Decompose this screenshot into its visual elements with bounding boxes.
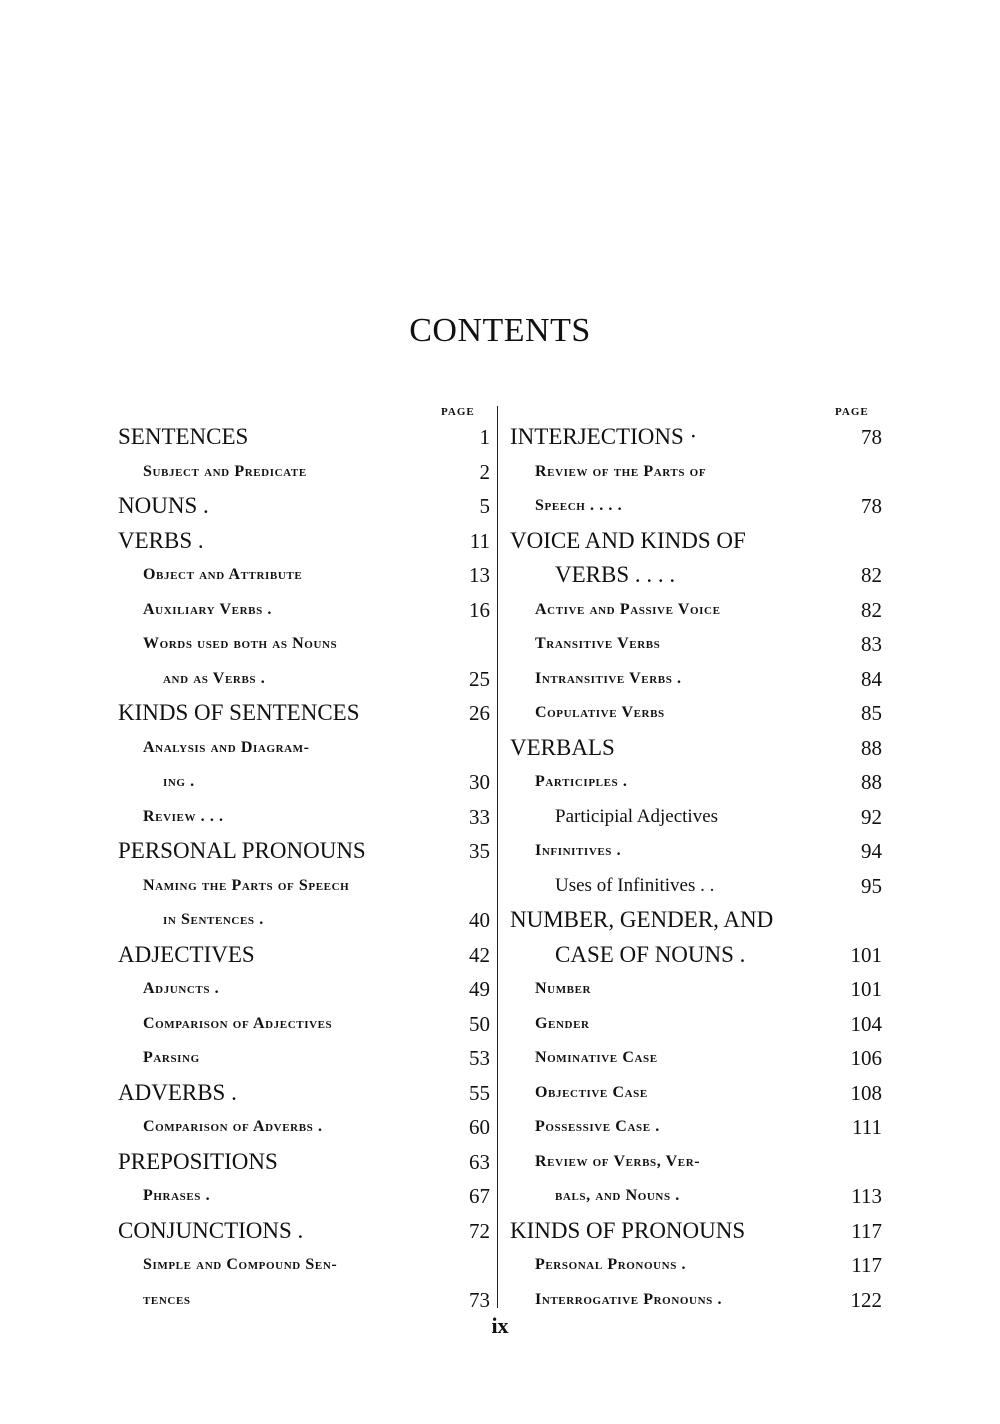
toc-entry-title: Review of Verbs, Ver-: [535, 1152, 701, 1170]
toc-entry: [510, 455, 882, 490]
toc-entry-title: PERSONAL PRONOUNS: [118, 838, 366, 863]
toc-entry: [118, 800, 490, 835]
toc-entry-title: VOICE AND KINDS OF: [510, 527, 746, 553]
toc-entry-page: 25: [469, 666, 490, 691]
toc-entry-page: 35: [469, 839, 490, 863]
toc-entry: [118, 1283, 490, 1318]
toc-entry: [118, 1179, 490, 1214]
toc-entry-page: 11: [469, 528, 490, 553]
toc-entry: [118, 524, 490, 559]
toc-entry-page: 117: [851, 1218, 882, 1243]
toc-entry-page: 55: [469, 1080, 490, 1105]
toc-entry-page: 60: [469, 1115, 490, 1139]
toc-entry: [118, 834, 490, 869]
left-page-column-header: PAGE: [441, 406, 475, 418]
toc-entry-page: 111: [852, 1115, 882, 1139]
toc-entry-title: Personal Pronouns .: [535, 1256, 687, 1273]
toc-entry-title: Possessive Case .: [535, 1118, 660, 1135]
toc-entry: [510, 903, 882, 938]
toc-entry-page: 101: [850, 977, 882, 1001]
toc-entry-title: Objective Case: [535, 1083, 648, 1101]
toc-entry-title: Comparison of Adverbs .: [143, 1118, 323, 1135]
toc-entry: [510, 1145, 882, 1180]
toc-entry-title: INTERJECTIONS ·: [510, 424, 698, 449]
page-folio: ix: [491, 1313, 509, 1338]
toc-entry-page: 84: [861, 666, 882, 691]
toc-entry-title: Comparison of Adjectives: [143, 1014, 333, 1032]
toc-entry-title: Naming the Parts of Speech: [143, 876, 350, 894]
toc-entry: [510, 1041, 882, 1076]
toc-entry-page: 78: [861, 425, 882, 449]
toc-entry: [510, 593, 882, 628]
toc-entry: [118, 1110, 490, 1145]
toc-entry-title: Review . . .: [143, 807, 224, 825]
toc-entry-page: 16: [469, 597, 490, 622]
toc-entry-title: tences: [143, 1290, 191, 1308]
toc-entry-title: Active and Passive Voice: [535, 600, 721, 618]
toc-entry-title: Participial Adjectives: [555, 805, 719, 827]
page-title: CONTENTS: [409, 312, 591, 349]
toc-entry-page: 67: [469, 1184, 490, 1208]
toc-entry: [118, 1007, 490, 1042]
toc-entry-page: 5: [479, 494, 490, 518]
toc-entry-title: Copulative Verbs: [535, 704, 665, 721]
toc-entry-page: 104: [850, 1011, 882, 1036]
toc-entry-title: Phrases .: [143, 1187, 211, 1204]
toc-entry: [118, 627, 490, 662]
toc-entry-title: Simple and Compound Sen-: [143, 1256, 338, 1273]
toc-entry-page: 30: [469, 770, 490, 794]
toc-entry: [510, 938, 882, 973]
toc-entry-title: Intransitive Verbs .: [535, 669, 682, 687]
toc-entry-title: VERBS . . . .: [555, 562, 676, 587]
toc-entry: [510, 1007, 882, 1042]
toc-entry: [510, 524, 882, 559]
toc-entry-title: Parsing: [143, 1049, 200, 1066]
toc-entry-title: Object and Attribute: [143, 566, 303, 583]
toc-entry-title: Speech . . . .: [535, 497, 623, 514]
toc-entry: [510, 834, 882, 869]
toc-entry-title: ADVERBS .: [118, 1079, 237, 1105]
toc-entry-title: Transitive Verbs: [535, 635, 661, 652]
toc-entry: [118, 696, 490, 731]
toc-entry-title: CASE OF NOUNS .: [555, 941, 746, 967]
toc-entry-title: bals, and Nouns .: [555, 1187, 680, 1204]
toc-entry: [118, 489, 490, 524]
toc-entry-page: 88: [861, 770, 882, 794]
toc-entry-title: CONJUNCTIONS .: [118, 1217, 304, 1243]
toc-entry: [118, 972, 490, 1007]
toc-entry: [510, 662, 882, 697]
toc-entry-page: 92: [861, 804, 882, 829]
toc-entry-title: SENTENCES: [118, 424, 249, 449]
toc-entry: [118, 869, 490, 904]
toc-entry: [510, 1110, 882, 1145]
toc-entry-page: 117: [851, 1253, 882, 1277]
left-toc-column: [118, 420, 490, 1317]
toc-entry-page: 40: [469, 908, 490, 932]
toc-entry: [510, 696, 882, 731]
toc-entry: [510, 1248, 882, 1283]
toc-entry-page: 88: [861, 735, 882, 760]
toc-entry-page: 13: [469, 563, 490, 587]
toc-entry-title: Infinitives .: [535, 842, 622, 859]
toc-entry-title: VERBS .: [118, 527, 204, 553]
toc-entry-title: ADJECTIVES: [118, 941, 255, 967]
toc-entry-page: 53: [469, 1046, 490, 1070]
toc-entry-title: in Sentences .: [163, 911, 264, 928]
toc-entry-title: KINDS OF SENTENCES: [118, 700, 360, 725]
toc-entry: [510, 1283, 882, 1318]
toc-entry: [510, 731, 882, 766]
toc-entry-title: VERBALS: [510, 734, 615, 760]
toc-entry-page: 101: [850, 942, 882, 967]
toc-entry: [510, 765, 882, 800]
toc-entry-title: Analysis and Diagram-: [143, 738, 310, 756]
toc-entry: [118, 1145, 490, 1180]
toc-entry-page: 78: [861, 494, 882, 518]
toc-entry: [510, 558, 882, 593]
toc-entry-page: 33: [469, 804, 490, 829]
toc-entry-page: 83: [861, 632, 882, 656]
toc-entry: [118, 903, 490, 938]
toc-entry-page: 95: [861, 873, 882, 898]
toc-entry-title: KINDS OF PRONOUNS: [510, 1217, 746, 1243]
toc-entry: [510, 1179, 882, 1214]
toc-entry-title: ing .: [163, 773, 195, 790]
toc-entry-page: 82: [861, 597, 882, 622]
toc-entry-title: Adjuncts .: [143, 980, 220, 997]
toc-entry-title: Review of the Parts of: [535, 462, 707, 480]
toc-entry-title: Subject and Predicate: [143, 462, 307, 480]
toc-entry: [118, 455, 490, 490]
right-page-column-header: PAGE: [835, 406, 869, 418]
toc-entry: [510, 420, 882, 455]
toc-entry-title: Interrogative Pronouns .: [535, 1290, 723, 1308]
column-divider: [497, 406, 498, 1308]
toc-entry-title: and as Verbs .: [163, 669, 266, 687]
toc-entry-title: NUMBER, GENDER, AND: [510, 907, 774, 932]
toc-entry-title: NOUNS .: [118, 493, 209, 518]
toc-entry: [510, 1076, 882, 1111]
toc-entry: [118, 662, 490, 697]
toc-entry-page: 106: [850, 1046, 882, 1070]
toc-entry-page: 63: [469, 1149, 490, 1174]
toc-entry: [510, 972, 882, 1007]
toc-entry-title: Nominative Case: [535, 1049, 658, 1066]
toc-entry-page: 122: [850, 1287, 882, 1312]
toc-entry: [118, 1214, 490, 1249]
toc-entry-title: Gender: [535, 1014, 590, 1032]
toc-entry-page: 49: [469, 977, 490, 1001]
toc-entry: [118, 558, 490, 593]
toc-entry-page: 26: [469, 701, 490, 725]
toc-entry-page: 85: [861, 701, 882, 725]
right-toc-column: [510, 420, 882, 1317]
toc-entry: [118, 593, 490, 628]
toc-entry-title: Auxiliary Verbs .: [143, 600, 272, 618]
toc-entry-title: Number: [535, 980, 592, 997]
toc-entry-page: 2: [479, 459, 490, 484]
toc-entry: [118, 1041, 490, 1076]
toc-entry-title: PREPOSITIONS: [118, 1148, 278, 1174]
toc-entry: [510, 869, 882, 904]
toc-entry-page: 108: [850, 1080, 882, 1105]
toc-entry-page: 73: [469, 1287, 490, 1312]
toc-entry-page: 50: [469, 1011, 490, 1036]
toc-entry-page: 94: [861, 839, 882, 863]
toc-entry: [510, 800, 882, 835]
toc-entry: [118, 1076, 490, 1111]
toc-entry-page: 72: [469, 1218, 490, 1243]
toc-entry-page: 113: [851, 1184, 882, 1208]
toc-entry-page: 82: [861, 563, 882, 587]
toc-entry: [510, 1214, 882, 1249]
toc-entry: [118, 420, 490, 455]
toc-entry: [118, 765, 490, 800]
toc-entry-page: 1: [479, 425, 490, 449]
toc-entry-title: Participles .: [535, 773, 628, 790]
toc-entry-title: Uses of Infinitives . .: [555, 874, 715, 896]
toc-entry: [510, 489, 882, 524]
toc-entry-page: 42: [469, 942, 490, 967]
toc-entry: [118, 731, 490, 766]
toc-entry: [118, 938, 490, 973]
toc-entry: [118, 1248, 490, 1283]
toc-entry: [510, 627, 882, 662]
toc-entry-title: Words used both as Nouns: [143, 635, 338, 652]
